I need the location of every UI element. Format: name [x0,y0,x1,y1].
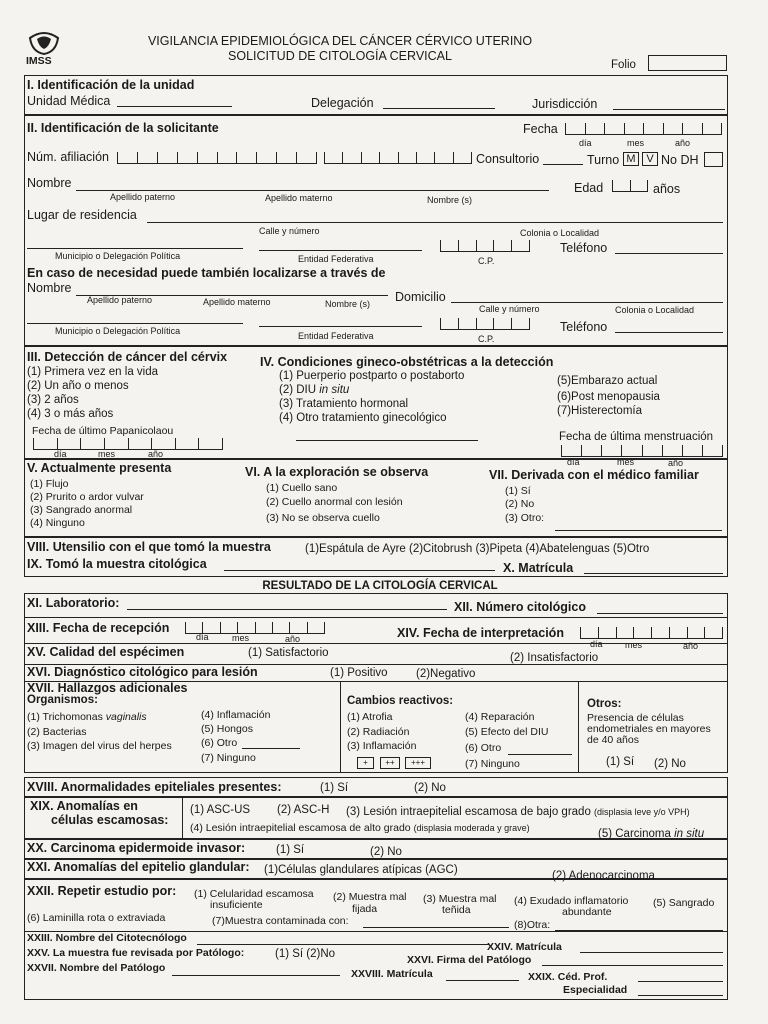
repetir-opt-5[interactable]: (5) Sangrado [653,897,715,909]
presenta-opt-4[interactable]: (4) Ninguno [30,517,85,529]
form-title: VIGILANCIA EPIDEMIOLÓGICA DEL CÁNCER CÉRVICO UTERINO [147,34,533,48]
utensilio-options[interactable]: (1)Espátula de Ayre (2)Citobrush (3)Pipeta (4)Abatelenguas (5)Otro [305,543,650,555]
municipio2-field[interactable] [27,323,243,324]
apellido-materno-hint: Apellido materno [265,193,333,203]
unidad-medica-label: Unidad Médica [27,94,111,108]
cond-opt-2[interactable]: (2) DIU in situ [279,384,350,396]
especialidad-field[interactable] [638,995,723,996]
unidad-medica-field[interactable] [117,106,232,107]
nombres-hint: Nombre (s) [427,195,473,205]
entidad2-hint: Entidad Federativa [298,331,374,341]
negativo-opt[interactable]: (2)Negativo [416,668,476,680]
jurisdiccion-field[interactable] [613,109,725,110]
afiliacion-label: Núm. afiliación [27,150,109,164]
repetir-opt-4[interactable]: (4) Exudado inflamatorio [514,895,629,907]
divider [578,681,579,773]
cond-opt-4[interactable]: (4) Otro tratamiento ginecológico [279,412,447,424]
nombre-label: Nombre [27,176,72,190]
municipio-field[interactable] [27,248,243,249]
tomo-muestra-field[interactable] [224,570,495,571]
escamosas-ascus[interactable]: (1) ASC-US [190,804,251,816]
revisada-label: XXV. La muestra fue revisada por Patólogo: [27,947,245,959]
turno-m-box[interactable]: M [623,152,639,166]
escamosas-label-2: células escamosas: [51,813,169,827]
calle-hint: Calle y número [259,226,320,236]
pap-anio: año [148,449,164,459]
fecha-mes: mes [627,138,645,148]
cp2-boxes[interactable] [440,318,530,330]
laboratorio-label: XI. Laboratorio: [27,596,120,610]
cond-opt-7[interactable]: (7)Histerectomía [557,405,642,417]
numero-citologico-field[interactable] [597,613,723,614]
entidad-field[interactable] [259,250,422,251]
nodh-label: No DH [661,153,699,167]
nombres2-hint: Nombre (s) [325,299,371,309]
cond-opt-6[interactable]: (6)Post menopausia [557,391,660,403]
municipio-hint: Municipio o Delegación Política [55,251,181,261]
entidad2-field[interactable] [259,326,422,327]
section-vii-title: VII. Derivada con el médico familiar [489,468,699,482]
escamosas-label-1: XIX. Anomalías en [30,799,138,813]
logo-text: IMSS [26,55,52,67]
repetir-opt-6[interactable]: (6) Laminilla rota o extraviada [27,912,166,924]
pap-dia: día [54,449,67,459]
fecha-dia: día [579,138,592,148]
repetir-opt-3[interactable]: (3) Muestra mal [423,893,497,905]
edad-boxes[interactable] [612,180,648,192]
laboratorio-field[interactable] [127,609,447,610]
section-x-matricula: X. Matrícula [503,561,574,575]
glandular-adeno[interactable]: (2) Adenocarcinoma [552,870,655,882]
residencia-label: Lugar de residencia [27,208,137,222]
org-opt-2[interactable]: (2) Bacterias [27,726,87,738]
glandular-label: XXI. Anomalías del epitelio glandular: [27,860,250,874]
org-opt-5[interactable]: (5) Hongos [201,723,253,735]
folio-box[interactable] [648,55,727,71]
positivo-opt[interactable]: (1) Positivo [330,667,388,679]
derivada-opt-1[interactable]: (1) Sí [505,485,531,497]
cruz-1-box[interactable]: + [357,757,374,769]
divider [182,797,183,839]
cp2-hint: C.P. [478,334,495,344]
residencia-field[interactable] [147,222,723,223]
derivada-opt-2[interactable]: (2) No [505,498,535,510]
nombre-patologo-label: XXVII. Nombre del Patólogo [27,962,166,974]
escamosas-carcinoma[interactable]: (5) Carcinoma in situ [598,828,705,840]
repetir-opt-2[interactable]: (2) Muestra mal [333,891,407,903]
otra-field[interactable] [555,930,723,931]
cruz-3-box[interactable]: +++ [405,757,431,769]
section-vi-title: VI. A la exploración se observa [245,465,429,479]
otros-no[interactable]: (2) No [654,758,686,770]
anormalidades-label: XVIII. Anormalidades epiteliales presentes: [27,780,282,794]
anormalidades-no[interactable]: (2) No [414,782,446,794]
folio-label: Folio [611,59,636,71]
citotecnologo-field[interactable] [197,944,489,945]
cambios-opt-7[interactable]: (7) Ninguno [465,758,520,770]
pap-mes: mes [98,449,116,459]
exploracion-opt-2[interactable]: (2) Cuello anormal con lesión [266,496,403,508]
municipio2-hint: Municipio o Delegación Política [55,326,181,336]
nombre-patologo-field[interactable] [172,975,340,976]
org-opt-3[interactable]: (3) Imagen del virus del herpes [27,740,172,752]
cambios-opt-2[interactable]: (2) Radiación [347,726,410,738]
repetir-label: XXII. Repetir estudio por: [27,884,177,898]
firma-patologo-field[interactable] [542,965,723,966]
recepcion-anio: año [285,634,301,644]
turno-label: Turno [587,153,620,167]
interp-dia: día [590,639,603,649]
cambios-opt-3[interactable]: (3) Inflamación [347,740,417,752]
interp-mes: mes [625,640,643,650]
anormalidades-si[interactable]: (1) Sí [320,782,349,794]
nodh-box[interactable] [704,152,723,167]
afiliacion-boxes-2[interactable] [324,152,472,164]
escamosas-lie-alto[interactable]: (4) Lesión intraepitelial escamosa de alto grado (displasia moderada y grave) [190,822,530,834]
recepcion-dia: día [196,632,209,642]
cond-opt-3[interactable]: (3) Tratamiento hormonal [279,398,409,410]
divider [24,617,728,618]
fum-dia: día [567,457,580,467]
ced-prof-field[interactable] [638,981,723,982]
otro-tratamiento-field[interactable] [296,440,478,441]
xxviii-matricula-field[interactable] [446,980,519,981]
delegacion-field[interactable] [383,108,495,109]
presenta-opt-1[interactable]: (1) Flujo [30,478,69,490]
repetir-opt-3b: teñida [442,904,471,916]
org-otro-field[interactable] [242,748,300,749]
otros-si[interactable]: (1) Sí [606,756,635,768]
resultado-title: RESULTADO DE LA CITOLOGÍA CERVICAL [262,580,498,592]
otros-label: Otros: [587,698,622,710]
presenta-opt-3[interactable]: (3) Sangrado anormal [30,504,133,516]
cambios-otro-field[interactable] [508,754,572,755]
domicilio-label: Domicilio [395,290,446,304]
interpretacion-label: XIV. Fecha de interpretación [397,626,564,640]
deteccion-opt-2[interactable]: (2) Un año o menos [27,380,129,392]
necesidad-label: En caso de necesidad puede también localizarse a través de [27,266,386,280]
interp-anio: año [683,641,699,651]
revisada-options[interactable]: (1) Sí (2)No [275,948,336,960]
fecha-pap-label: Fecha de último Papanicolaou [32,425,174,437]
jurisdiccion-label: Jurisdicción [532,97,598,111]
form-subtitle: SOLICITUD DE CITOLOGÍA CERVICAL [228,49,452,63]
fecha-anio: año [675,138,691,148]
cp-hint: C.P. [478,256,495,266]
fecha-label: Fecha [523,122,558,136]
invasor-si[interactable]: (1) Sí [276,844,305,856]
fecha-boxes[interactable] [565,123,722,135]
matricula-field[interactable] [584,573,723,574]
escamosas-lie-bajo[interactable]: (3) Lesión intraepitelial escamosa de bajo grado (displasia leve y/o VPH) [346,806,690,818]
exploracion-opt-1[interactable]: (1) Cuello sano [266,482,338,494]
calle2-hint: Calle y número [479,304,540,314]
fum-boxes[interactable] [561,445,723,457]
cp-boxes[interactable] [440,240,530,252]
otros-text: Presencia de células endometriales en mayores de 40 años [587,712,711,746]
edad-label: Edad [574,181,604,195]
xxviii-matricula-label: XXVIII. Matrícula [351,968,433,980]
section-ii-title: II. Identificación de la solicitante [27,121,219,135]
cambios-opt-1[interactable]: (1) Atrofia [347,711,393,723]
derivada-otro-field[interactable] [555,530,722,531]
xxiv-matricula-field[interactable] [580,952,723,953]
cond-opt-5[interactable]: (5)Embarazo actual [557,375,658,387]
telefono-label: Teléfono [560,241,608,255]
cond-opt-1[interactable]: (1) Puerperio postparto o postaborto [279,370,465,382]
afiliacion-boxes-1[interactable] [117,152,317,164]
organismos-label: Organismos: [27,694,98,706]
repetir-opt-1[interactable]: (1) Celularidad escamosa [194,888,314,900]
repetir-opt-7[interactable]: (7)Muestra contaminada con: [212,915,349,927]
recepcion-mes: mes [232,633,250,643]
section-v-title: V. Actualmente presenta [27,461,172,475]
presenta-opt-2[interactable]: (2) Prurito o ardor vulvar [30,491,144,503]
org-opt-1[interactable]: (1) Trichomonas vaginalis [27,711,147,723]
repetir-opt-8[interactable]: (8)Otra: [514,919,551,931]
recepcion-label: XIII. Fecha de recepción [27,621,170,635]
exploracion-opt-3[interactable]: (3) No se observa cuello [266,512,380,524]
domicilio-field[interactable] [451,302,723,303]
cambios-opt-4[interactable]: (4) Reparación [465,711,535,723]
cambios-label: Cambios reactivos: [347,695,454,707]
cambios-opt-5[interactable]: (5) Efecto del DIU [465,726,549,738]
turno-v-box[interactable]: V [642,152,658,166]
colonia2-hint: Colonia o Localidad [615,305,695,315]
repetir-opt-4b: abundante [562,906,612,918]
repetir-opt-1b: insuficiente [210,899,263,911]
apellido-materno2-hint: Apellido materno [203,297,271,307]
telefono2-field[interactable] [615,332,723,333]
contaminada-field[interactable] [363,927,509,928]
apellido-paterno-hint: Apellido paterno [110,192,176,202]
fum-anio: año [668,458,684,468]
cruz-2-box[interactable]: ++ [380,757,400,769]
divider [340,681,341,773]
derivada-opt-3[interactable]: (3) Otro: [505,512,545,524]
telefono2-label: Teléfono [560,320,608,334]
deteccion-opt-3[interactable]: (3) 2 años [27,394,79,406]
org-opt-6[interactable]: (6) Otro [201,737,238,749]
delegacion-label: Delegación [311,96,374,110]
xxiv-matricula-label: XXIV. Matrícula [487,941,562,953]
numero-citologico-label: XII. Número citológico [454,600,586,614]
consultorio-field[interactable] [543,164,583,165]
firma-patologo-label: XXVI. Firma del Patólogo [407,954,532,966]
escamosas-asch[interactable]: (2) ASC-H [277,804,330,816]
consultorio-label: Consultorio [476,152,540,166]
invasor-no[interactable]: (2) No [370,846,402,858]
especialidad-label: Especialidad [563,984,628,996]
imss-logo [26,26,62,56]
apellido-paterno2-hint: Apellido paterno [87,295,153,305]
section-viii-title: VIII. Utensilio con el que tomó la muestra [27,540,271,554]
anios-label: años [653,182,681,196]
hallazgos-label: XVII. Hallazgos adicionales [27,681,188,695]
org-opt-7[interactable]: (7) Ninguno [201,752,256,764]
section-iii-title: III. Detección de cáncer del cérvix [27,350,228,364]
section-ix-title: IX. Tomó la muestra citológica [27,557,207,571]
telefono-field[interactable] [615,253,723,254]
nombre2-label: Nombre [27,281,72,295]
calidad-label: XV. Calidad del espécimen [27,645,185,659]
entidad-hint: Entidad Federativa [298,254,374,264]
insatisfactorio-opt[interactable]: (2) Insatisfactorio [510,652,599,664]
fum-mes: mes [617,457,635,467]
invasor-label: XX. Carcinoma epidermoide invasor: [27,841,246,855]
deteccion-opt-1[interactable]: (1) Primera vez en la vida [27,366,159,378]
section-i-title: I. Identificación de la unidad [27,78,195,92]
section-iv-title: IV. Condiciones gineco-obstétricas a la detección [260,355,554,369]
satisfactorio-opt[interactable]: (1) Satisfactorio [248,647,329,659]
diagnostico-label: XVI. Diagnóstico citológico para lesión [27,665,258,679]
citotecnologo-label: XXIII. Nombre del Citotecnólogo [27,932,187,944]
fum-label: Fecha de última menstruación [559,431,714,443]
colonia-hint: Colonia o Localidad [520,228,600,238]
repetir-opt-2b: fijada [352,903,378,915]
ced-prof-label: XXIX. Céd. Prof. [528,971,608,983]
divider [24,643,728,644]
org-opt-4[interactable]: (4) Inflamación [201,709,271,721]
nombre-field[interactable] [76,190,549,191]
interpretacion-boxes[interactable] [580,627,723,639]
glandular-agc[interactable]: (1)Células glandulares atípicas (AGC) [264,864,458,876]
deteccion-opt-4[interactable]: (4) 3 o más años [27,408,114,420]
cambios-opt-6[interactable]: (6) Otro [465,742,502,754]
